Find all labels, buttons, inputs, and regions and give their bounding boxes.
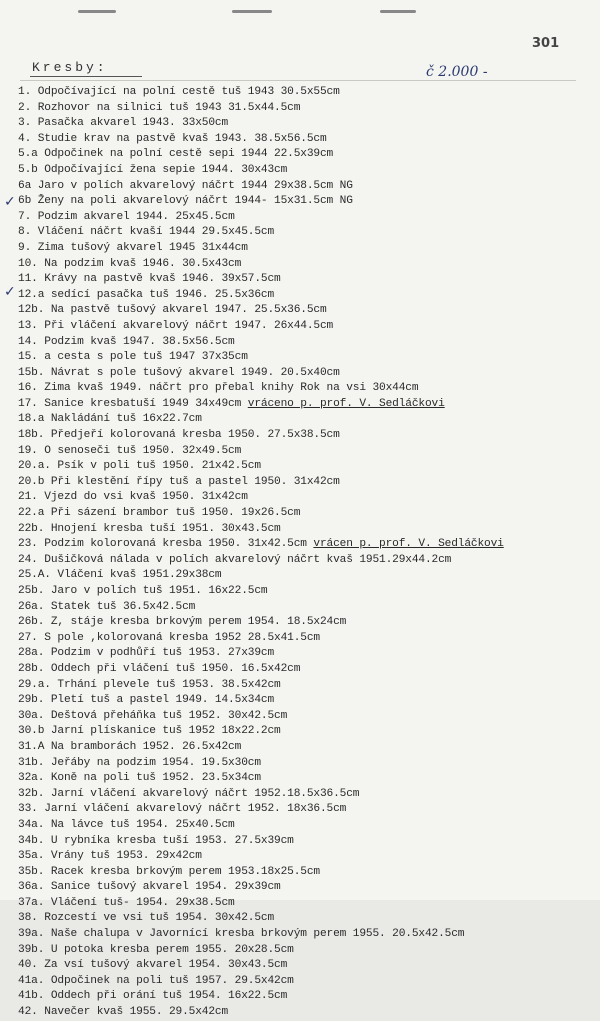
- drawings-list: [18, 85, 588, 1021]
- item-number: 10.: [18, 257, 38, 270]
- item-text: Předjeří kolorovaná kresba 1950. 27.5x38.5cm: [50, 429, 340, 442]
- check-mark-icon: ✓: [4, 284, 16, 300]
- item-number: 17.: [18, 397, 38, 410]
- list-item: [18, 740, 588, 756]
- item-text: Rozcestí ve vsi tuš 1954. 30x42.5cm: [44, 912, 275, 925]
- item-number: 8.: [18, 226, 32, 239]
- item-number: 22b.: [18, 522, 45, 535]
- item-text: Odpočinek na polní cestě sepi 1944 22.5x39cm: [44, 148, 334, 161]
- item-number: 13.: [18, 319, 38, 332]
- item-text: Jarní vláčení akvarelový náčrt 1952. 18x36.5cm: [44, 803, 347, 816]
- item-number: 9.: [18, 241, 32, 254]
- list-item: [18, 756, 588, 772]
- item-number: 15b.: [18, 366, 45, 379]
- item-text: Nakládání tuš 16x22.7cm: [50, 413, 202, 426]
- item-number: 37a.: [18, 896, 45, 909]
- heading-underline: [30, 76, 142, 77]
- list-item: [18, 709, 588, 725]
- list-item: [18, 600, 588, 616]
- item-text: Dušičková nálada v polích akvarelový náčrt kvaš 1951.29x44.2cm: [44, 553, 452, 566]
- list-item: [18, 303, 588, 319]
- item-text: Psík v poli tuš 1950. 21x42.5cm: [57, 460, 261, 473]
- item-text: Pasačka akvarel 1943. 33x50cm: [37, 117, 229, 130]
- staple-mark: [78, 10, 116, 13]
- item-number: 26a.: [18, 600, 45, 613]
- item-number: 3.: [18, 117, 32, 130]
- item-text: Na pastvě tušový akvarel 1947. 25.5x36.5cm: [50, 304, 327, 317]
- item-number: 23.: [18, 538, 38, 551]
- staple-mark: [232, 10, 272, 13]
- list-item: [18, 475, 588, 491]
- list-item: [18, 350, 588, 366]
- item-text: Sanice tušový akvarel 1954. 29x39cm: [50, 881, 281, 894]
- staple-mark: [380, 10, 416, 13]
- list-item: [18, 787, 588, 803]
- item-number: 18b.: [18, 429, 45, 442]
- item-number: 39b.: [18, 943, 45, 956]
- list-item: [18, 147, 588, 163]
- item-number: 12.a: [18, 288, 45, 301]
- item-text: Deštová přeháňka tuš 1952. 30x42.5cm: [50, 709, 288, 722]
- item-text: Pletí tuš a pastel 1949. 14.5x34cm: [50, 694, 275, 707]
- list-item: [18, 865, 588, 881]
- item-text: Vláčení kvaš 1951.29x38cm: [57, 569, 222, 582]
- item-text: Jeřáby na podzim 1954. 19.5x30cm: [50, 756, 261, 769]
- list-item: [18, 802, 588, 818]
- list-item: [18, 584, 588, 600]
- item-number: 5.a: [18, 148, 38, 161]
- list-item: [18, 179, 588, 195]
- item-text: Jarní plískanice tuš 1952 18x22.2cm: [50, 725, 281, 738]
- list-item: [18, 568, 588, 584]
- item-number: 24.: [18, 553, 38, 566]
- item-text: Rozhovor na silnici tuš 1943 31.5x44.5cm: [37, 101, 301, 114]
- item-number: 20.a.: [18, 460, 51, 473]
- item-text: a cesta s pole tuš 1947 37x35cm: [44, 351, 248, 364]
- item-text: Vláčení tuš- 1954. 29x38.5cm: [50, 896, 235, 909]
- item-number: 35b.: [18, 865, 45, 878]
- item-number: 31b.: [18, 756, 45, 769]
- item-number: 26b.: [18, 616, 45, 629]
- item-text: Koně na poli tuš 1952. 23.5x34cm: [50, 772, 261, 785]
- item-number: 20.b: [18, 475, 45, 488]
- item-text: sedící pasačka tuš 1946. 25.5x36cm: [50, 288, 275, 301]
- item-number: 40.: [18, 959, 38, 972]
- item-text: Jarní vláčení akvarelový náčrt 1952.18.5x36.5cm: [50, 787, 360, 800]
- item-text: Hnojení kresba tuší 1951. 30x43.5cm: [50, 522, 281, 535]
- item-text: Zima kvaš 1949. náčrt pro přebal knihy Rok na vsi 30x44cm: [44, 382, 419, 395]
- item-text: Na bramborách 1952. 26.5x42cm: [50, 740, 242, 753]
- item-number: 36a.: [18, 881, 45, 894]
- item-text: Zima tušový akvarel 1945 31x44cm: [37, 241, 248, 254]
- item-note: vrácen p. prof. V. Sedláčkovi: [313, 538, 504, 551]
- list-item: [18, 927, 588, 943]
- list-item: [18, 397, 588, 413]
- item-number: 35a.: [18, 850, 45, 863]
- item-number: 32a.: [18, 772, 45, 785]
- item-text: Trhání plevele tuš 1953. 38.5x42cm: [57, 678, 281, 691]
- item-text: Na lávce tuš 1954. 25x40.5cm: [50, 818, 235, 831]
- item-text: Podzim akvarel 1944. 25x45.5cm: [37, 210, 235, 223]
- item-text: Racek kresba brkovým perem 1953.18x25.5cm: [50, 865, 320, 878]
- item-number: 41b.: [18, 990, 45, 1003]
- item-text: Návrat s pole tušový akvarel 1949. 20.5x40cm: [50, 366, 340, 379]
- item-number: 42.: [18, 1006, 38, 1019]
- item-number: 6b: [18, 195, 32, 208]
- list-item: [18, 241, 588, 257]
- list-item: [18, 646, 588, 662]
- list-item: [18, 693, 588, 709]
- item-text: Při vláčení akvarelový náčrt 1947. 26x44.5cm: [44, 319, 334, 332]
- page-heading: Kresby:: [32, 60, 108, 75]
- item-number: 6a: [18, 179, 32, 192]
- list-item: [18, 849, 588, 865]
- list-item: [18, 428, 588, 444]
- item-text: Z, stáje kresba brkovým perem 1954. 18.5x24cm: [50, 616, 347, 629]
- list-item: [18, 989, 588, 1005]
- list-item: [18, 444, 588, 460]
- item-text: Studie krav na pastvě kvaš 1943. 38.5x56.5cm: [37, 132, 327, 145]
- list-item: [18, 163, 588, 179]
- item-number: 18.a: [18, 413, 45, 426]
- item-number: 33.: [18, 803, 38, 816]
- item-number: 28a.: [18, 647, 45, 660]
- item-number: 39a.: [18, 928, 45, 941]
- item-text: Odpočívající na polní cestě tuš 1943 30.5x55cm: [37, 86, 340, 98]
- list-item: [18, 771, 588, 787]
- item-number: 1.: [18, 86, 32, 98]
- item-number: 12b.: [18, 304, 45, 317]
- handwritten-annotation: č 2.000 -: [426, 64, 488, 80]
- item-number: 29b.: [18, 694, 45, 707]
- list-item: [18, 506, 588, 522]
- list-item: [18, 319, 588, 335]
- item-number: 25b.: [18, 585, 45, 597]
- item-text: Na podzim kvaš 1946. 30.5x43cm: [44, 257, 242, 270]
- item-text: Podzim kolorovaná kresba 1950. 31x42.5cm: [44, 538, 314, 551]
- list-item: [18, 943, 588, 959]
- list-item: [18, 880, 588, 896]
- item-number: 14.: [18, 335, 38, 348]
- item-text: Odpočívající žena sepie 1944. 30x43cm: [44, 163, 288, 176]
- list-item: [18, 678, 588, 694]
- item-text: Jaro v polích tuš 1951. 16x22.5cm: [50, 585, 268, 597]
- item-number: 5.b: [18, 163, 38, 176]
- list-item: [18, 272, 588, 288]
- item-number: 25.A.: [18, 569, 51, 582]
- item-number: 4.: [18, 132, 32, 145]
- check-mark-icon: ✓: [4, 194, 16, 210]
- list-item: [18, 911, 588, 927]
- list-item: [18, 724, 588, 740]
- item-number: 15.: [18, 351, 38, 364]
- list-item: [18, 412, 588, 428]
- list-item: [18, 974, 588, 990]
- list-item: [18, 225, 588, 241]
- list-item: [18, 958, 588, 974]
- list-item: [18, 818, 588, 834]
- item-text: Podzim v podhůří tuš 1953. 27x39cm: [50, 647, 275, 660]
- list-item: [18, 537, 588, 553]
- item-text: Vláčení náčrt kvaší 1944 29.5x45.5cm: [37, 226, 275, 239]
- item-note: vráceno p. prof. V. Sedláčkovi: [247, 397, 445, 410]
- list-item: [18, 116, 588, 132]
- item-number: 30a.: [18, 709, 45, 722]
- item-number: 30.b: [18, 725, 45, 738]
- list-item: [18, 631, 588, 647]
- item-text: Při sázení brambor tuš 1950. 19x26.5cm: [50, 507, 301, 520]
- item-text: Oddech při vláčení tuš 1950. 16.5x42cm: [50, 662, 301, 675]
- item-number: 19.: [18, 444, 38, 457]
- list-item: [18, 490, 588, 506]
- list-item: [18, 1005, 588, 1021]
- item-number: 2.: [18, 101, 32, 114]
- list-item: [18, 522, 588, 538]
- item-number: 32b.: [18, 787, 45, 800]
- item-text: Za vsí tušový akvarel 1954. 30x43.5cm: [44, 959, 288, 972]
- item-text: Navečer kvaš 1955. 29.5x42cm: [44, 1006, 229, 1019]
- list-item: [18, 459, 588, 475]
- item-text: U rybníka kresba tuší 1953. 27.5x39cm: [50, 834, 294, 847]
- item-number: 27.: [18, 631, 38, 644]
- item-text: Statek tuš 36.5x42.5cm: [50, 600, 196, 613]
- item-number: 21.: [18, 491, 38, 504]
- page-number: 301: [532, 36, 560, 51]
- list-item: [18, 288, 588, 304]
- item-text: Jaro v polích akvarelový náčrt 1944 29x38.5cm NG: [37, 179, 353, 192]
- item-number: 38.: [18, 912, 38, 925]
- list-item: [18, 615, 588, 631]
- list-item: [18, 85, 588, 101]
- item-text: Krávy na pastvě kvaš 1946. 39x57.5cm: [44, 273, 281, 286]
- item-number: 34b.: [18, 834, 45, 847]
- item-text: Sanice kresbatuší 1949 34x49cm: [44, 397, 248, 410]
- list-item: [18, 834, 588, 850]
- item-number: 7.: [18, 210, 32, 223]
- item-number: 16.: [18, 382, 38, 395]
- list-item: [18, 553, 588, 569]
- item-text: Ženy na poli akvarelový náčrt 1944- 15x31.5cm NG: [37, 195, 353, 208]
- list-item: [18, 662, 588, 678]
- item-text: U potoka kresba perem 1955. 20x28.5cm: [50, 943, 294, 956]
- item-text: Naše chalupa v Javornící kresba brkovým perem 1955. 20.5x42.5cm: [50, 928, 465, 941]
- list-item: [18, 257, 588, 273]
- item-text: S pole ,kolorovaná kresba 1952 28.5x41.5cm: [44, 631, 320, 644]
- list-item: [18, 335, 588, 351]
- list-item: [18, 132, 588, 148]
- item-number: 31.A: [18, 740, 45, 753]
- item-number: 29.a.: [18, 678, 51, 691]
- list-item: [18, 194, 588, 210]
- item-text: Podzim kvaš 1947. 38.5x56.5cm: [44, 335, 235, 348]
- item-number: 34a.: [18, 818, 45, 831]
- divider: [20, 80, 576, 81]
- item-number: 41a.: [18, 974, 45, 987]
- list-item: [18, 366, 588, 382]
- list-item: [18, 896, 588, 912]
- item-text: Odpočinek na poli tuš 1957. 29.5x42cm: [50, 974, 294, 987]
- list-item: [18, 210, 588, 226]
- list-item: [18, 381, 588, 397]
- item-text: O senoseči tuš 1950. 32x49.5cm: [44, 444, 242, 457]
- list-item: [18, 101, 588, 117]
- item-text: Při klestění řípy tuš a pastel 1950. 31x42cm: [50, 475, 340, 488]
- item-number: 22.a: [18, 507, 45, 520]
- item-text: Vrány tuš 1953. 29x42cm: [50, 850, 202, 863]
- item-text: Oddech při orání tuš 1954. 16x22.5cm: [50, 990, 288, 1003]
- item-number: 11.: [18, 273, 38, 286]
- item-text: Vjezd do vsi kvaš 1950. 31x42cm: [44, 491, 248, 504]
- item-number: 28b.: [18, 662, 45, 675]
